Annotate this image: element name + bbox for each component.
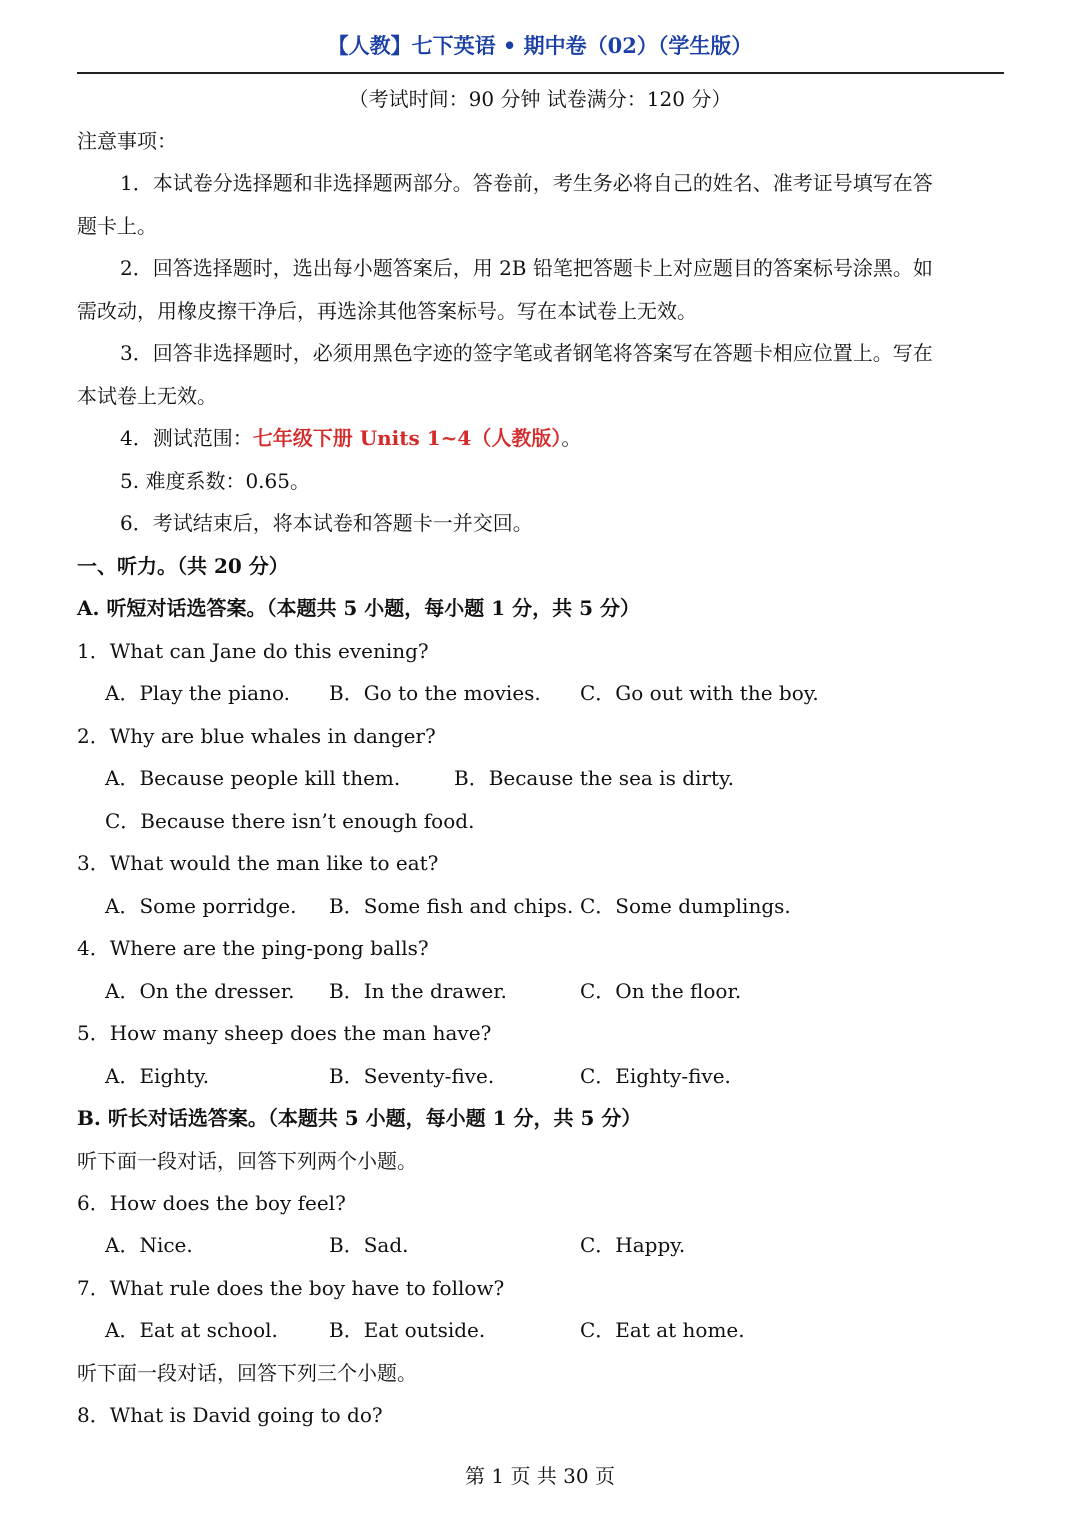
question-7-options — [105, 1317, 1005, 1343]
exam-info: （考试时间：90 分钟 试卷满分：120 分） — [348, 87, 732, 111]
question-2: 2．Why are blue whales in danger? — [77, 724, 436, 748]
question-6-options — [105, 1232, 1005, 1258]
option-c: C．Eat at home. — [580, 1318, 745, 1342]
part-b-title: B. 听长对话选答案。（本题共 5 小题，每小题 1 分，共 5 分） — [77, 1106, 642, 1130]
option-b: B．Sad. — [329, 1233, 409, 1257]
part-a-title: A. 听短对话选答案。（本题共 5 小题，每小题 1 分，共 5 分） — [77, 596, 640, 620]
option-b: B．In the drawer. — [329, 979, 507, 1003]
option-b: B．Because the sea is dirty. — [454, 766, 734, 790]
document-header-title: 【人教】七下英语 • 期中卷（02）（学生版） — [327, 33, 753, 58]
question-6: 6．How does the boy feel? — [77, 1191, 346, 1215]
note-1-line-1: 1．本试卷分选择题和非选择题两部分。答卷前，考生务必将自己的姓名、准考证号填写在答 — [120, 171, 933, 195]
option-a: A．On the dresser. — [105, 979, 295, 1003]
test-scope: 七年级下册 Units 1~4（人教版） — [252, 426, 562, 450]
option-c: C．Because there isn’t enough food. — [105, 809, 475, 833]
header-rule — [77, 72, 1004, 74]
question-5-options — [105, 1063, 1005, 1089]
section-1-title: 一、听力。（共 20 分） — [77, 554, 289, 578]
option-c: C．Go out with the boy. — [580, 681, 819, 705]
option-c: C．Eighty-five. — [580, 1064, 731, 1088]
note-4 — [120, 425, 581, 451]
note-4-prefix: 4．测试范围： — [120, 426, 253, 450]
question-4-options — [105, 978, 1005, 1004]
question-5: 5．How many sheep does the man have? — [77, 1021, 492, 1045]
option-b: B．Eat outside. — [329, 1318, 486, 1342]
option-c: C．Happy. — [580, 1233, 686, 1257]
note-1-line-2: 题卡上。 — [77, 214, 157, 238]
option-b: B．Go to the movies. — [329, 681, 541, 705]
note-2-line-1: 2．回答选择题时，选出每小题答案后，用 2B 铅笔把答题卡上对应题目的答案标号涂黑。如 — [120, 256, 933, 280]
question-7: 7．What rule does the boy have to follow? — [77, 1276, 505, 1300]
question-4: 4．Where are the ping-pong balls? — [77, 936, 429, 960]
dialogue-intro-three: 听下面一段对话，回答下列三个小题。 — [77, 1361, 417, 1385]
option-a: A．Eighty. — [105, 1064, 210, 1088]
question-2-options — [105, 765, 1005, 791]
note-3-line-1: 3．回答非选择题时，必须用黑色字迹的签字笔或者钢笔将答案写在答题卡相应位置上。写在 — [120, 341, 933, 365]
note-6: 6．考试结束后，将本试卷和答题卡一并交回。 — [120, 511, 533, 535]
note-4-suffix: 。 — [561, 426, 582, 450]
page-number: 第 1 页 共 30 页 — [465, 1464, 615, 1488]
question-3-options — [105, 893, 1005, 919]
option-c: C．Some dumplings. — [580, 894, 791, 918]
notes-heading: 注意事项： — [77, 129, 177, 153]
question-1-options — [105, 680, 1005, 706]
option-b: B．Some fish and chips. — [329, 894, 574, 918]
option-a: A．Play the piano. — [105, 681, 291, 705]
option-a: A．Eat at school. — [105, 1318, 278, 1342]
note-3-line-2: 本试卷上无效。 — [77, 384, 217, 408]
option-a: A．Nice. — [105, 1233, 193, 1257]
note-5: 5. 难度系数：0.65。 — [120, 469, 310, 493]
option-a: A．Some porridge. — [105, 894, 297, 918]
note-2-line-2: 需改动，用橡皮擦干净后，再选涂其他答案标号。写在本试卷上无效。 — [77, 299, 697, 323]
option-c: C．On the floor. — [580, 979, 742, 1003]
question-3: 3．What would the man like to eat? — [77, 851, 439, 875]
dialogue-intro-two: 听下面一段对话，回答下列两个小题。 — [77, 1149, 417, 1173]
question-1: 1．What can Jane do this evening? — [77, 639, 429, 663]
question-8: 8．What is David going to do? — [77, 1403, 383, 1427]
option-a: A．Because people kill them. — [105, 766, 401, 790]
question-2-options-row-2 — [105, 808, 1005, 834]
option-b: B．Seventy-five. — [329, 1064, 495, 1088]
